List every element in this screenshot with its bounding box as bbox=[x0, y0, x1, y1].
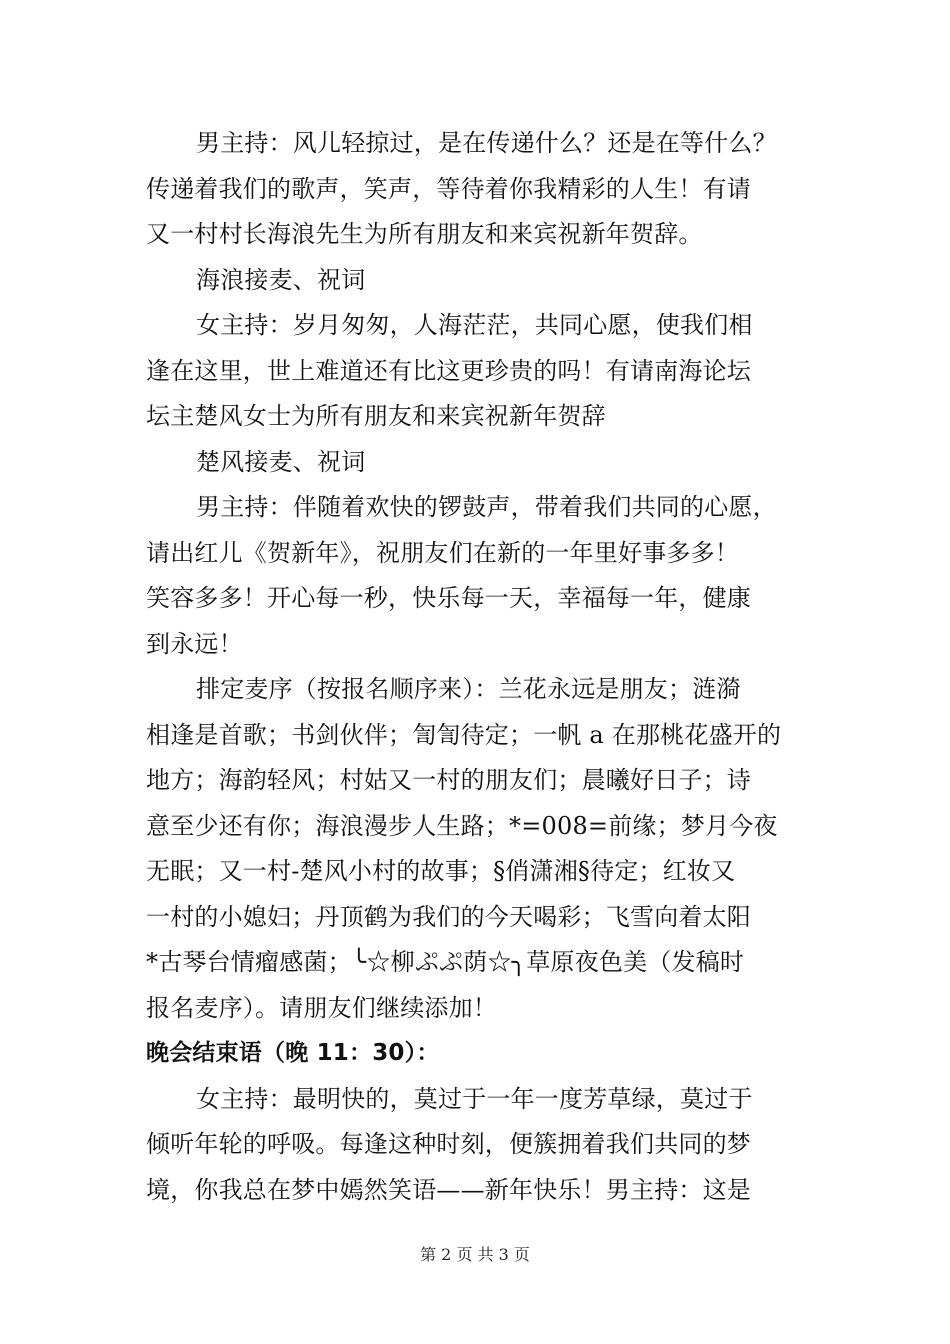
body-line: 海浪接麦、祝词 bbox=[196, 265, 366, 294]
body-line: 意至少还有你；海浪漫步人生路；*=008=前缘；梦月今夜 bbox=[146, 811, 778, 840]
section-heading: 晚会结束语（晚 11：30）： bbox=[146, 1040, 440, 1066]
body-line: 一村的小媳妇；丹顶鹤为我们的今天喝彩；飞雪向着太阳 bbox=[146, 902, 751, 931]
body-line: 男主持：伴随着欢快的锣鼓声，带着我们共同的心愿， bbox=[196, 493, 777, 521]
body-line: 排定麦序（按报名顺序来）：兰花永远是朋友；涟漪 bbox=[196, 675, 741, 703]
body-line: 报名麦序）。请朋友们继续添加！ bbox=[146, 993, 497, 1022]
body-line: 男主持：风儿轻掠过，是在传递什么？还是在等什么？ bbox=[196, 129, 777, 157]
body-line: 境，你我总在梦中嫣然笑语——新年快乐！男主持：这是 bbox=[146, 1175, 751, 1204]
body-line: 请出红儿《贺新年》，祝朋友们在新的一年里好事多多！ bbox=[146, 538, 739, 567]
page-number-footer: 第 2 页 共 3 页 bbox=[420, 1245, 530, 1264]
body-line: 笑容多多！开心每一秒，快乐每一天，幸福每一年，健康 bbox=[146, 584, 751, 612]
body-line: 传递着我们的歌声，笑声，等待着你我精彩的人生！有请 bbox=[146, 174, 751, 203]
body-line: 倾听年轮的呼吸。每逢这种时刻，便簇拥着我们共同的梦 bbox=[146, 1130, 751, 1158]
body-line: 无眠；又一村-楚风小村的故事；§俏潇湘§待定；红妆又 bbox=[146, 857, 736, 885]
body-line: *古琴台情瘤感菌；╰☆柳ぷぷ荫☆╮草原夜色美（发稿时 bbox=[146, 948, 745, 976]
body-line: 到永远！ bbox=[146, 629, 243, 658]
body-line: 逢在这里，世上难道还有比这更珍贵的吗！有请南海论坛 bbox=[146, 356, 751, 385]
body-line: 相逢是首歌；书剑伙伴；訇訇待定；一帆 a 在那桃花盛开的 bbox=[146, 720, 782, 749]
body-line: 又一村村长海浪先生为所有朋友和来宾祝新年贺辞。 bbox=[146, 220, 703, 248]
document-body bbox=[146, 121, 810, 1213]
body-line: 地方；海韵轻风；村姑又一村的朋友们；晨曦好日子；诗 bbox=[146, 766, 751, 794]
body-line: 女主持：最明快的，莫过于一年一度芳草绿，莫过于 bbox=[196, 1084, 753, 1113]
body-line: 坛主楚风女士为所有朋友和来宾祝新年贺辞 bbox=[146, 402, 606, 430]
body-line: 楚风接麦、祝词 bbox=[196, 447, 366, 476]
body-line: 女主持：岁月匆匆，人海茫茫，共同心愿，使我们相 bbox=[196, 311, 753, 339]
